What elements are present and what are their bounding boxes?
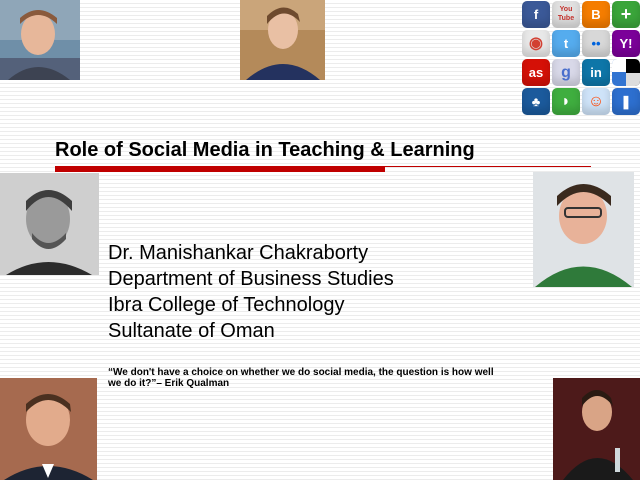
yahoo-icon: Y! <box>612 30 640 57</box>
social-media-icon-grid <box>522 0 640 118</box>
blogger-icon: B <box>582 1 610 28</box>
reddit-icon: ☺ <box>582 88 610 115</box>
linkedin-icon: in <box>582 59 610 86</box>
author-department: Department of Business Studies <box>108 268 394 290</box>
quote-line-1: “We don't have a choice on whether we do social media, the question is how well <box>108 367 494 378</box>
portrait-photo-left-mid <box>0 173 99 275</box>
author-college: Ibra College of Technology <box>108 294 345 316</box>
google-plus-icon: + <box>612 1 640 28</box>
twitter-icon: t <box>552 30 580 57</box>
messenger-icon: ❚ <box>612 88 640 115</box>
quote-line-2: we do it?”– Erik Qualman <box>108 378 230 389</box>
youtube-icon: You Tube <box>552 1 580 28</box>
author-country: Sultanate of Oman <box>108 320 275 342</box>
google-icon: g <box>552 59 580 86</box>
lastfm-icon: as <box>522 59 550 86</box>
facebook-icon: f <box>522 1 550 28</box>
portrait-photo-right-mid <box>533 172 634 287</box>
flickr-icon: •• <box>582 30 610 57</box>
chat-icon: ◗ <box>552 88 580 115</box>
portrait-photo-bottom-left <box>0 378 97 480</box>
author-block <box>108 240 528 344</box>
delicious-icon <box>612 59 640 86</box>
portrait-photo-bottom-right <box>553 378 640 480</box>
quote <box>108 367 608 389</box>
portrait-photo-top-left <box>0 0 80 80</box>
picasa-icon: ◉ <box>522 30 550 57</box>
myspace-icon: ♣ <box>522 88 550 115</box>
title-underline-accent <box>55 166 385 172</box>
author-name: Dr. Manishankar Chakraborty <box>108 242 369 264</box>
portrait-photo-top-center <box>240 0 325 80</box>
slide-title: Role of Social Media in Teaching & Learning <box>55 139 475 161</box>
